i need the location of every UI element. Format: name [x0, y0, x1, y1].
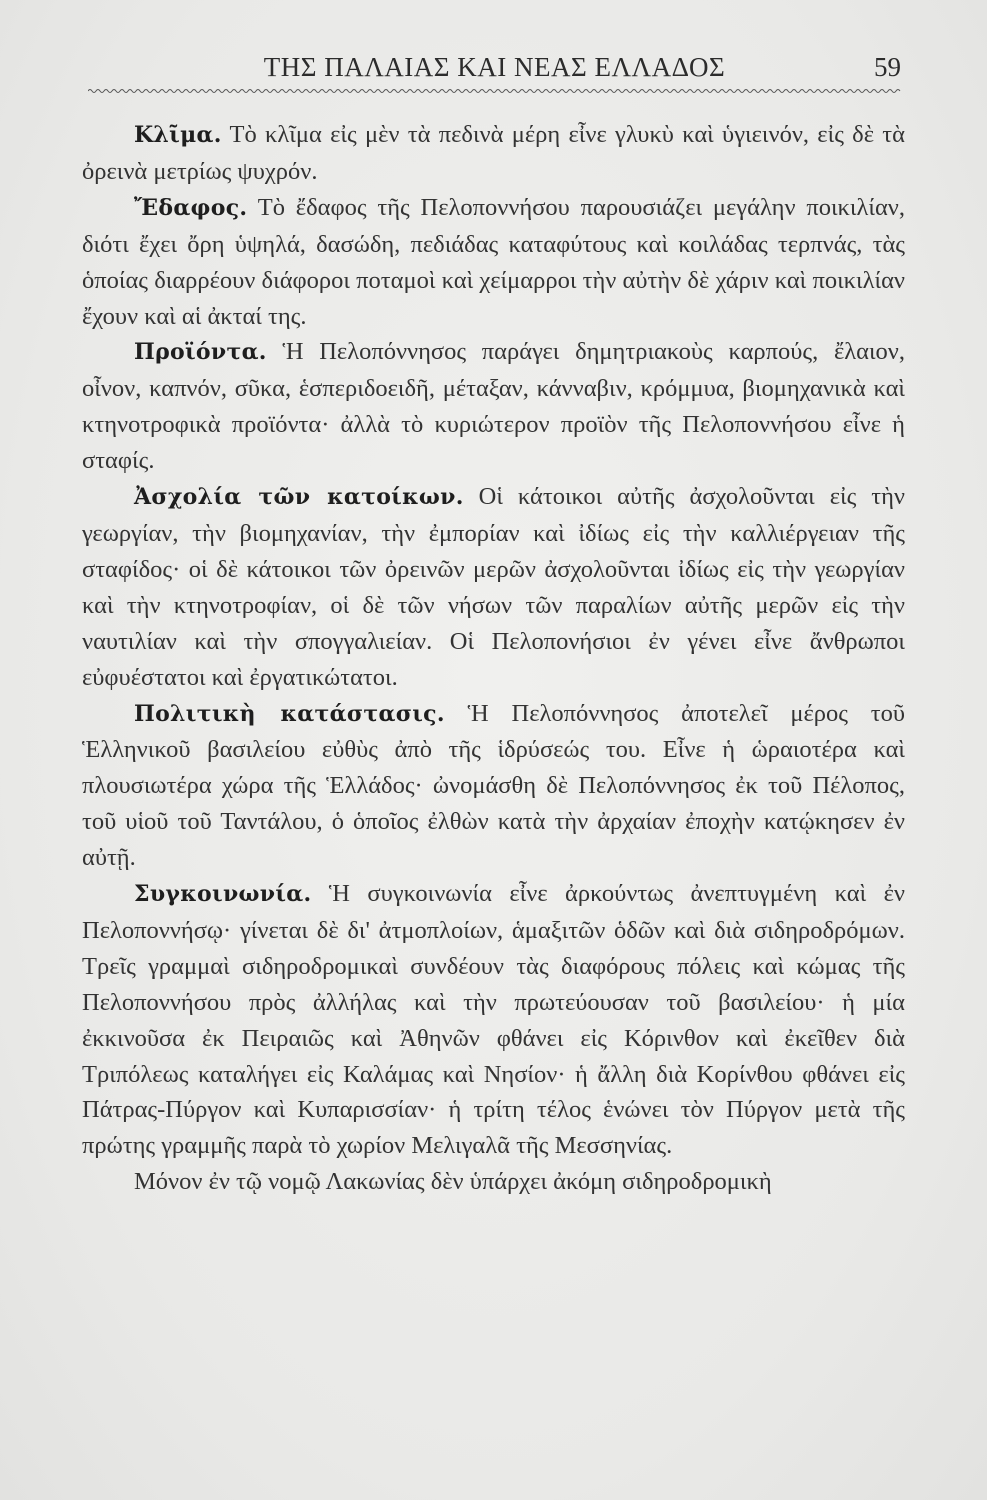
paragraph-text: Τὸ κλῖμα εἰς μὲν τὰ πεδινὰ μέρη εἶνε γλυκὺ καὶ ὑγιεινόν, εἰς δὲ τὰ ὀρεινὰ μετρίως ψυχρόν.: [82, 121, 905, 185]
section-heading: Ἔδαφος.: [134, 194, 248, 221]
paragraph-text: Οἱ κάτοικοι αὐτῆς ἀσχολοῦνται εἰς τὴν γεωργίαν, τὴν βιομηχανίαν, τὴν ἐμπορίαν καὶ ἰδίως εἰς τὴν καλλιέργειαν τῆς σταφίδος· οἱ δὲ κάτοικοι τῶν ὀρεινῶν μερῶν ἀσχολοῦνται ἰδίως εἰς τὴν γεωργίαν καὶ τὴν κτηνοτροφίαν, οἱ δὲ τῶν νήσων τῶν παραλίων αὐτῆς μερῶν εἰς τὴν ναυτιλίαν καὶ τὴν σπογγαλιείαν. Οἱ Πελοπονήσιοι ἐν γένει εἶνε ἄνθρωποι εὐφυέστατοι καὶ ἐργατικώτατοι.: [82, 483, 905, 691]
paragraph-laconia: [82, 1164, 905, 1201]
running-title: ΤΗΣ ΠΑΛΑΙΑΣ ΚΑΙ ΝΕΑΣ ΕΛΛΑΔΟΣ: [263, 52, 726, 82]
paragraph-communication: [82, 876, 905, 1164]
paragraph-text: Ἡ Πελοπόννησος παράγει δημητριακοὺς καρπούς, ἔλαιον, οἶνον, καπνόν, σῦκα, ἑσπεριδοειδῆ, μέταξαν, κάνναβιν, κρόμμυα, βιομηχανικὰ καὶ κτηνοτροφικὰ προϊόντα· ἀλλὰ τὸ κυριώτερον προϊὸν τῆς Πελοποννήσου εἶνε ἡ σταφίς.: [82, 338, 905, 475]
page-number: 59: [874, 52, 901, 82]
paragraph-occupations: [82, 479, 905, 695]
paragraph-political-status: [82, 696, 905, 877]
paragraph-climate: [82, 117, 905, 190]
section-heading: Κλῖμα.: [134, 122, 222, 148]
paragraph-text: Ἡ Πελοπόννησος ἀποτελεῖ μέρος τοῦ Ἑλληνικοῦ βασιλείου εὐθὺς ἀπὸ τῆς ἱδρύσεώς του. Εἶνε ἡ ὡραιοτέρα καὶ πλουσιωτέρα χώρα τῆς Ἑλλάδος· ὠνομάσθη δὲ Πελοπόννησος ἐκ τοῦ Πέλοπος, τοῦ υἱοῦ τοῦ Ταντάλου, ὁ ὁποῖος ἐλθὼν κατὰ τὴν ἀρχαίαν ἐποχὴν κατῴκησεν ἐν αὐτῇ.: [82, 699, 905, 872]
section-heading: Προϊόντα.: [134, 339, 267, 366]
paragraph-text: Τὸ ἔδαφος τῆς Πελοποννήσου παρουσιάζει μεγάλην ποικιλίαν, διότι ἔχει ὄρη ὑψηλά, δασώδη, πεδιάδας καταφύτους καὶ κοιλάδας τερπνάς, τὰς ὁποίας διαρρέουν διάφοροι ποταμοὶ καὶ χείμαρροι τὴν αὐτὴν δὲ χάριν καὶ ποικιλίαν ἔχουν καὶ αἱ ἀκταί της.: [82, 193, 905, 330]
paragraph-text: Μόνον ἐν τῷ νομῷ Λακωνίας δὲν ὑπάρχει ἀκόμη σιδηροδρομικὴ: [134, 1168, 772, 1196]
paragraph-text: Ἡ συγκοινωνία εἶνε ἀρκούντως ἀνεπτυγμένη καὶ ἐν Πελοποννήσῳ· γίνεται δὲ δι' ἀτμοπλοίων, ἁμαξιτῶν ὁδῶν καὶ διὰ σιδηροδρόμων. Τρεῖς γραμμαὶ σιδηροδρομικαὶ συνδέουν τὰς διαφόρους πόλεις καὶ κώμας τῆς Πελοποννήσου πρὸς ἀλλήλας καὶ τὴν πρωτεύουσαν τοῦ βασιλείου· ἡ μία ἐκκινοῦσα ἐκ Πειραιῶς καὶ Ἀθηνῶν φθάνει εἰς Κόρινθον καὶ ἐκεῖθεν διὰ Τριπόλεως καταλήγει εἰς Καλάμας καὶ Νησίον· ἡ ἄλλη διὰ Κορίνθου φθάνει εἰς Πάτρας-Πύργον καὶ Κυπαρισσίαν· ἡ τρίτη τέλος ἑνώνει τὸν Πύργον μετὰ τῆς πρώτης γραμμῆς παρὰ τὸ χωρίον Μελιγαλᾶ τῆς Μεσσηνίας.: [82, 880, 905, 1160]
paragraph-soil: [82, 190, 905, 335]
paragraph-products: [82, 334, 905, 479]
section-heading: Ἀσχολία τῶν κατοίκων.: [134, 484, 464, 511]
header-wavy-rule: [88, 88, 901, 94]
body-text: [82, 117, 905, 1201]
section-heading: Συγκοινωνία.: [134, 881, 312, 908]
section-heading: Πολιτικὴ κατάστασις.: [134, 700, 445, 727]
